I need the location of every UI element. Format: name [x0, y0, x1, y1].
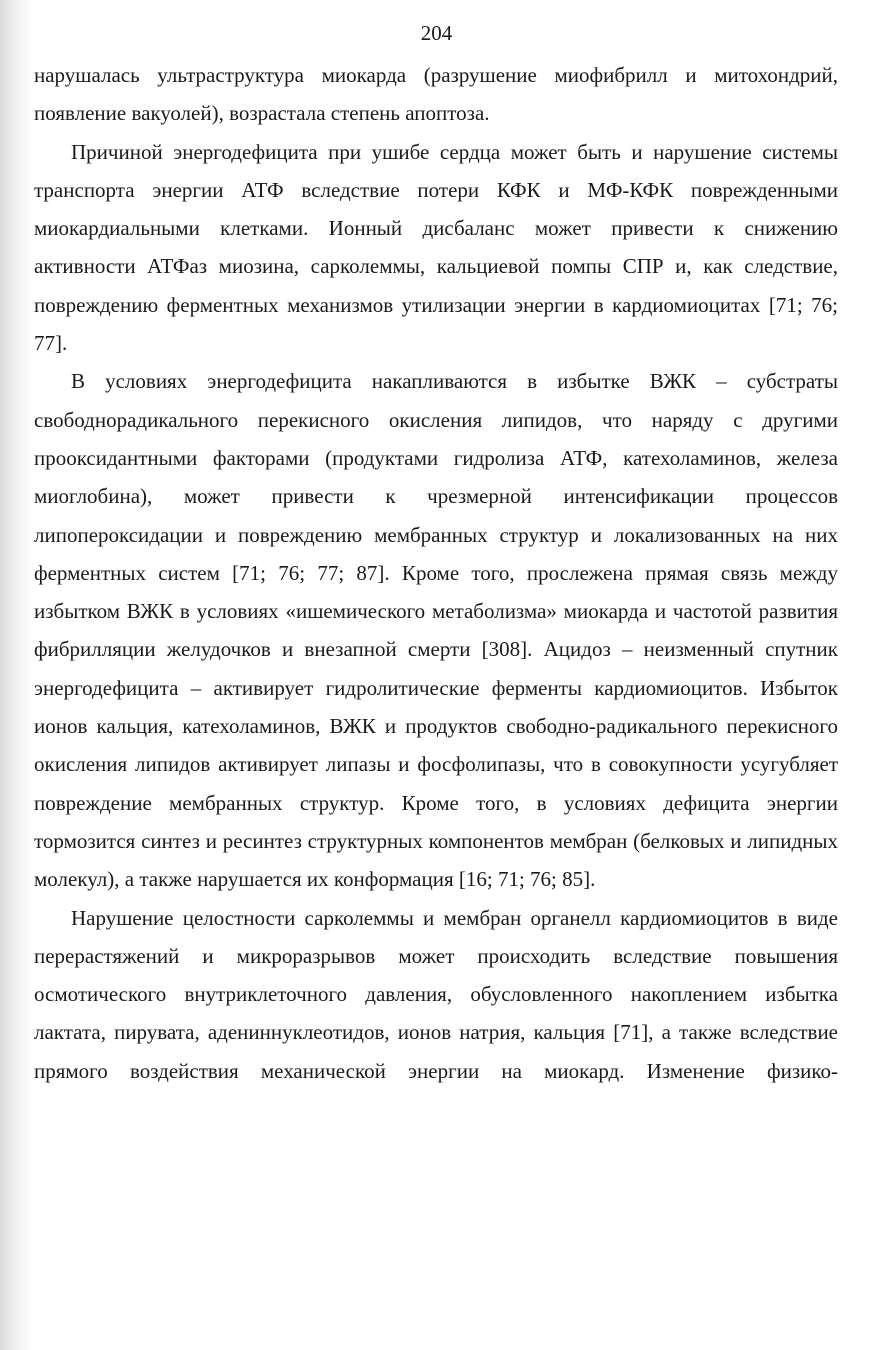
paragraph-continuation: нарушалась ультраструктура миокарда (разрушение миофибрилл и митохондрий, появление вакуолей), возрастала степень апоптоза. [34, 63, 838, 126]
page-number: 204 [420, 21, 453, 45]
text-body [34, 56, 838, 1090]
paragraph-energy-transport: Причиной энергодефицита при ушибе сердца может быть и нарушение системы транспорта энергии АТФ вследствие потери КФК и МФ-КФК поврежденными миокардиальными клетками. Ионный дисбаланс может привести к снижению активности АТФаз миозина, сарколеммы, кальциевой помпы СПР и, как следствие, повреждению ферментных механизмов утилизации энергии в кардиомиоцитах [71; 76; 77]. [34, 139, 838, 356]
scan-edge-shadow [0, 0, 34, 1350]
paragraph-fatty-acids: В условиях энергодефицита накапливаются в избытке ВЖК – субстраты свободнорадикального перекисного окисления липидов, что наряду с другими прооксидантными факторами (продуктами гидролиза АТФ, катехоламинов, железа миоглобина), может привести к чрезмерной интенсификации процессов липопероксидации и повреждению мембранных структур и локализованных на них ферментных систем [71; 76; 77; 87]. Кроме того, прослежена прямая связь между избытком ВЖК в условиях «ишемического метаболизма» миокарда и частотой развития фибрилляции желудочков и внезапной смерти [308]. Ацидоз – неизменный спутник энергодефицита – активирует гидролитические ферменты кардиомиоцитов. Избыток ионов кальция, катехоламинов, ВЖК и продуктов свободно-радикального перекисного окисления липидов активирует липазы и фосфолипазы, что в совокупности усугубляет повреждение мембранных структур. Кроме того, в условиях дефицита энергии тормозится синтез и ресинтез структурных компонентов мембран (белковых и липидных молекул), а также нарушается их конформация [16; 71; 76; 85]. [34, 369, 838, 892]
paragraph-membrane-integrity: Нарушение целостности сарколеммы и мембран органелл кардиомиоцитов в виде перерастяжений и микроразрывов может происходить вследствие повышения осмотического внутриклеточного давления, обусловленного накоплением избытка лактата, пирувата, адениннуклеотидов, ионов натрия, кальция [71], а также вследствие прямого воздействия механической энергии на миокард. Изменение физико- [34, 905, 838, 1083]
